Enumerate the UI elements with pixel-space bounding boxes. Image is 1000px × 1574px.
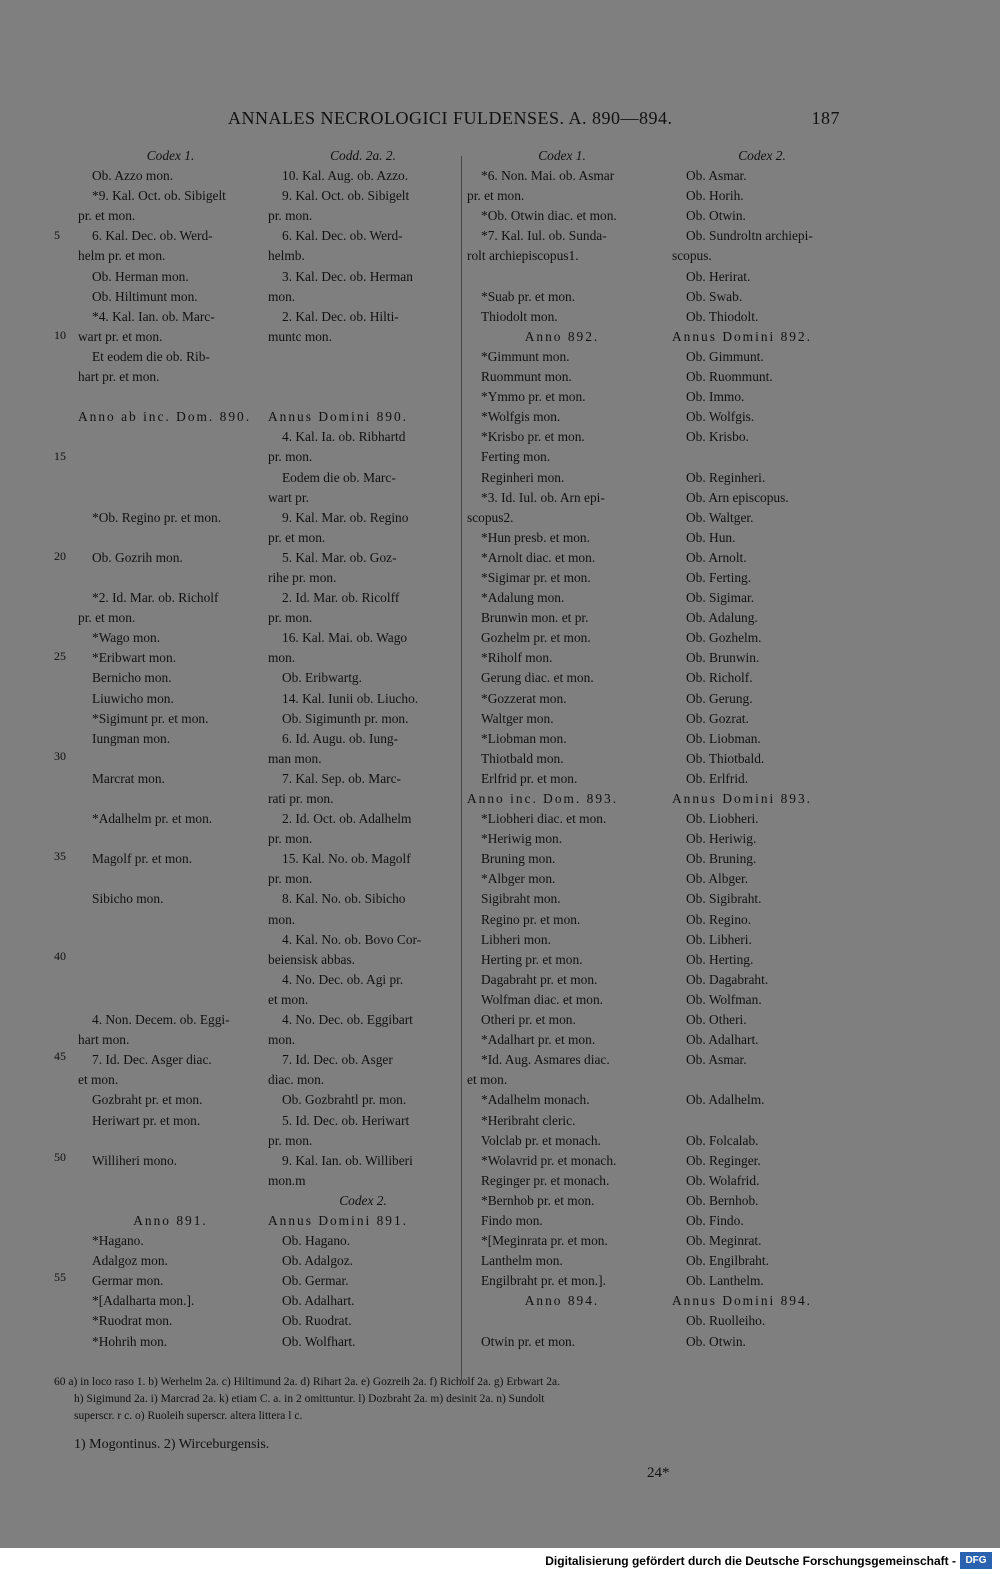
text-line: *Hohrih mon.	[92, 1333, 168, 1349]
text-line	[467, 1311, 657, 1331]
text-line	[78, 789, 263, 809]
footnote-line: h) Sigimund 2a. i) Marcrad 2a. k) etiam C. a. in 2 omittuntur. l) Dozbraht 2a. m) desinit 2a. n) Sundolt	[74, 1393, 545, 1405]
text-line: 7. Id. Dec. ob. Asger	[282, 1052, 393, 1068]
text-line	[78, 869, 263, 889]
page-number: 187	[811, 108, 840, 128]
text-line: Anno ab inc. Dom. 890.	[78, 409, 252, 425]
text-line: Ob. Dagabraht.	[686, 971, 769, 987]
text-line: 9. Kal. Ian. ob. Williberi	[282, 1152, 413, 1168]
text-line: Anno 892.	[524, 328, 600, 344]
text-line: Gerung diac. et mon.	[481, 670, 594, 686]
text-line: Ob. Hun.	[686, 529, 736, 545]
text-line: Regino pr. et mon.	[481, 911, 581, 927]
text-line: Ob. Findo.	[686, 1212, 744, 1228]
text-line: Ob. Herman mon.	[92, 268, 189, 284]
text-line: Ob. Sundroltn archiepi-	[686, 228, 813, 244]
text-line: Ob. Wolfhart.	[282, 1333, 356, 1349]
text-line: Ob. Otwin.	[686, 1333, 746, 1349]
text-line: *Ob. Regino pr. et mon.	[92, 509, 222, 525]
text-line: pr. et mon.	[78, 610, 136, 626]
text-line: Ob. Gozbrahtl pr. mon.	[282, 1092, 407, 1108]
text-line: *Gozzerat mon.	[481, 690, 567, 706]
text-line	[78, 970, 263, 990]
text-line: Liuwicho mon.	[92, 690, 174, 706]
text-line: Bernicho mon.	[92, 670, 172, 686]
text-line: 5. Id. Dec. ob. Heriwart	[282, 1112, 410, 1128]
text-line: *2. Id. Mar. ob. Richolf	[92, 590, 219, 606]
text-line: rihe pr. mon.	[268, 569, 337, 585]
text-line: Ob. Ruolleiho.	[686, 1313, 766, 1329]
footnote-line: 60 a) in loco raso 1. b) Werhelm 2a. c) Hiltimund 2a. d) Rihart 2a. e) Gozreih 2a. f) Richolf 2a. g) Erbwart 2a.	[54, 1376, 560, 1388]
text-line	[672, 1111, 852, 1131]
text-line: 9. Kal. Oct. ob. Sibigelt	[282, 188, 410, 204]
text-line: *[Adalharta mon.].	[92, 1293, 195, 1309]
text-line	[78, 829, 263, 849]
text-line: Erlfrid pr. et mon.	[481, 770, 578, 786]
text-line: Ferting mon.	[481, 449, 551, 465]
text-line: Ob. Sigimar.	[686, 590, 755, 606]
text-line: mon.	[268, 1032, 296, 1048]
text-line: Ob. Lanthelm.	[686, 1273, 764, 1289]
text-line	[78, 447, 263, 467]
text-line: mon.	[268, 288, 296, 304]
printer-signature: 24*	[647, 1465, 670, 1481]
text-line: Ob. Otwin.	[686, 208, 746, 224]
text-line: Dagabraht pr. et mon.	[481, 971, 598, 987]
text-line: man mon.	[268, 750, 322, 766]
text-line: 4. Kal. Ia. ob. Ribhartd	[282, 429, 406, 445]
text-line	[78, 1171, 263, 1191]
funding-notice: Digitalisierung gefördert durch die Deutsche Forschungsgemeinschaft -	[545, 1554, 956, 1568]
column-codex-2-left	[268, 146, 458, 1352]
text-line	[78, 910, 263, 930]
text-line: 3. Kal. Dec. ob. Herman	[282, 268, 413, 284]
text-line: Annus Domini 893.	[672, 791, 813, 806]
text-line: Ob. Richolf.	[686, 670, 753, 686]
text-line: Ob. Gimmunt.	[686, 348, 764, 364]
text-line: 6. Kal. Dec. ob. Werd-	[282, 228, 403, 244]
text-line: pr. et mon.	[78, 208, 136, 224]
text-line	[672, 447, 852, 467]
text-line: *3. Id. Iul. ob. Arn epi-	[481, 489, 605, 505]
text-line: pr. mon.	[268, 871, 313, 887]
text-line: et mon.	[268, 991, 309, 1007]
text-line: Ob. Engilbraht.	[686, 1253, 769, 1269]
text-line: *Id. Aug. Asmares diac.	[481, 1052, 610, 1068]
footnote-line: superscr. r c. o) Ruoleih superscr. altera littera l c.	[74, 1410, 303, 1422]
text-line: 7. Kal. Sep. ob. Marc-	[282, 770, 401, 786]
text-line: Ob. Arn episcopus.	[686, 489, 789, 505]
text-line: Reginger pr. et monach.	[481, 1172, 610, 1188]
column-codex-1-right	[467, 146, 657, 1352]
text-line: pr. mon.	[268, 208, 313, 224]
text-line: 16. Kal. Mai. ob. Wago	[282, 630, 408, 646]
text-line: mon.m	[268, 1172, 306, 1188]
text-line: 4. Non. Decem. ob. Eggi-	[92, 1012, 230, 1028]
text-line: 4. No. Dec. ob. Agi pr.	[282, 971, 404, 987]
text-line: 9. Kal. Mar. ob. Regino	[282, 509, 409, 525]
text-line: Findo mon.	[481, 1212, 543, 1228]
text-line	[78, 468, 263, 488]
text-line: Gozbraht pr. et mon.	[92, 1092, 203, 1108]
text-line: Ob. Thiodolt.	[686, 308, 759, 324]
text-line: pr. mon.	[268, 1132, 313, 1148]
text-line: Ob. Herirat.	[686, 268, 751, 284]
text-line: *Adalhart pr. et mon.	[481, 1032, 596, 1048]
text-line: *7. Kal. Iul. ob. Sunda-	[481, 228, 607, 244]
text-line: *[Meginrata pr. et mon.	[481, 1233, 608, 1249]
text-line: Annus Domini 891.	[268, 1212, 409, 1228]
text-line: mon.	[268, 650, 296, 666]
text-line	[467, 267, 657, 287]
text-line: Ob. Gozrat.	[686, 710, 749, 726]
text-line: Engilbraht pr. et mon.].	[481, 1273, 606, 1289]
text-line: Ob. Bernhob.	[686, 1192, 759, 1208]
text-line: *Adalhelm monach.	[481, 1092, 590, 1108]
line-number: 30	[54, 749, 66, 763]
text-line: Ob. Heriwig.	[686, 831, 757, 847]
line-number: 5	[54, 228, 60, 242]
text-line: hart mon.	[78, 1032, 130, 1048]
text-line: 7. Id. Dec. Asger diac.	[92, 1052, 212, 1068]
text-line	[78, 930, 263, 950]
text-line: Annus Domini 894.	[672, 1293, 813, 1309]
text-line: Ob. Hagano.	[282, 1233, 351, 1249]
text-line: pr. mon.	[268, 449, 313, 465]
text-line: Ob. Swab.	[686, 288, 743, 304]
text-line: Ob. Wolfgis.	[686, 409, 755, 425]
text-line: diac. mon.	[268, 1072, 325, 1088]
text-line: Ob. Adalung.	[686, 610, 758, 626]
text-line: wart pr. et mon.	[78, 328, 163, 344]
text-line: Herting pr. et mon.	[481, 951, 583, 967]
text-line: *Sigimunt pr. et mon.	[92, 710, 209, 726]
running-title: ANNALES NECROLOGICI FULDENSES. A. 890—894.	[228, 108, 673, 128]
text-line: Ob. Brunwin.	[686, 650, 760, 666]
text-line: Codex 1.	[146, 148, 195, 163]
text-line: Ob. Gerung.	[686, 690, 753, 706]
text-line: *4. Kal. Ian. ob. Marc-	[92, 308, 215, 324]
text-line: mon.	[268, 911, 296, 927]
text-line: *Heriwig mon.	[481, 831, 563, 847]
text-line: *Adalung mon.	[481, 590, 565, 606]
line-number: 15	[54, 449, 66, 463]
text-line: Anno 894.	[524, 1293, 600, 1309]
text-line: Ob. Albger.	[686, 871, 749, 887]
line-number: 40	[54, 949, 66, 963]
text-line: *Albger mon.	[481, 871, 556, 887]
text-line: Ob. Arnolt.	[686, 549, 747, 565]
text-line: wart pr.	[268, 489, 309, 505]
text-line: Ob. Liobman.	[686, 730, 761, 746]
text-line: Ob. Wolfman.	[686, 991, 762, 1007]
text-line: 10. Kal. Aug. ob. Azzo.	[282, 168, 409, 184]
text-line: Ob. Adalhelm.	[686, 1092, 765, 1108]
line-number: 25	[54, 649, 66, 663]
text-line: Codex 2.	[339, 1192, 387, 1208]
text-line: *Ruodrat mon.	[92, 1313, 173, 1329]
text-line	[78, 990, 263, 1010]
notes: 1) Mogontinus. 2) Wirceburgensis.	[74, 1437, 270, 1452]
text-line: *Eribwart mon.	[92, 650, 177, 666]
text-line	[268, 367, 458, 387]
text-line: 2. Kal. Dec. ob. Hilti-	[282, 308, 399, 324]
text-line	[672, 1070, 852, 1090]
text-line: 15. Kal. No. ob. Magolf	[282, 851, 411, 867]
text-line: Ob. Asmar.	[686, 168, 747, 184]
text-line: pr. mon.	[268, 610, 313, 626]
text-line: 2. Id. Mar. ob. Ricolff	[282, 590, 400, 606]
text-line: *Adalhelm pr. et mon.	[92, 811, 213, 827]
text-line: Ob. Adalhart.	[282, 1293, 355, 1309]
text-line: Ob. Azzo mon.	[92, 168, 174, 184]
text-line: Ob. Gozhelm.	[686, 630, 762, 646]
text-line: Ob. Wolafrid.	[686, 1172, 760, 1188]
text-line	[78, 528, 263, 548]
text-line: *Suab pr. et mon.	[481, 288, 576, 304]
text-line: Sibicho mon.	[92, 891, 164, 907]
text-line: Et eodem die ob. Rib-	[92, 348, 210, 364]
text-line: Iungman mon.	[92, 730, 171, 746]
footer-bar	[0, 1548, 1000, 1574]
text-line: Volclab pr. et monach.	[481, 1132, 601, 1148]
text-line: 14. Kal. Iunii ob. Liucho.	[282, 690, 419, 706]
text-line: muntc mon.	[268, 328, 332, 344]
text-line: Brunwin mon. et pr.	[481, 610, 589, 626]
text-line: pr. et mon.	[467, 188, 525, 204]
text-line: rati pr. mon.	[268, 791, 334, 806]
text-line: rolt archiepiscopus1.	[467, 248, 579, 264]
text-line: Williheri mono.	[92, 1152, 177, 1168]
text-line: beiensisk abbas.	[268, 951, 356, 967]
text-line	[78, 950, 263, 970]
text-line: 2. Id. Oct. ob. Adalhelm	[282, 811, 412, 827]
text-line: Adalgoz mon.	[92, 1253, 168, 1269]
text-line: Ob. Eribwartg.	[282, 670, 362, 686]
text-line: Ob. Thiotbald.	[686, 750, 765, 766]
line-number: 55	[54, 1270, 66, 1284]
text-line: Thiodolt mon.	[481, 308, 558, 324]
column-divider	[461, 156, 462, 1381]
text-line: Ob. Ruommunt.	[686, 369, 773, 385]
text-line: *Arnolt diac. et mon.	[481, 549, 596, 565]
text-line: helm pr. et mon.	[78, 248, 166, 264]
text-line: Ob. Horih.	[686, 188, 744, 204]
text-line: *Sigimar pr. et mon.	[481, 569, 591, 585]
text-line: Ob. Regino.	[686, 911, 752, 927]
line-number: 10	[54, 328, 66, 342]
text-line: Ob. Waltger.	[686, 509, 754, 525]
text-line: Ob. Gozrih mon.	[92, 549, 183, 565]
text-line: Ob. Krisbo.	[686, 429, 749, 445]
text-line: Germar mon.	[92, 1273, 164, 1289]
text-line: Annus Domini 890.	[268, 409, 409, 425]
text-line: et mon.	[467, 1072, 508, 1088]
text-line	[78, 749, 263, 769]
text-line: Ob. Sigimunth pr. mon.	[282, 710, 409, 726]
dfg-logo: DFG	[960, 1552, 992, 1569]
text-line: Eodem die ob. Marc-	[282, 469, 396, 485]
line-number: 45	[54, 1049, 66, 1063]
text-line: Wolfman diac. et mon.	[481, 991, 604, 1007]
text-line: *Ymmo pr. et mon.	[481, 389, 586, 405]
text-line: Bruning mon.	[481, 851, 556, 867]
text-line: Ob. Liobheri.	[686, 811, 759, 827]
text-line: Otwin pr. et mon.	[481, 1333, 576, 1349]
text-line: Ob. Hiltimunt mon.	[92, 288, 198, 304]
text-line	[78, 387, 263, 407]
text-line: *Liobman mon.	[481, 730, 567, 746]
text-line: *Krisbo pr. et mon.	[481, 429, 585, 445]
text-line: et mon.	[78, 1072, 119, 1088]
text-line: Otheri pr. et mon.	[481, 1012, 576, 1028]
line-number: 50	[54, 1150, 66, 1164]
text-line: scopus.	[672, 248, 712, 264]
text-line: *Wago mon.	[92, 630, 161, 646]
text-line: Ob. Sigibraht.	[686, 891, 762, 907]
text-line: Reginheri mon.	[481, 469, 565, 485]
text-line: Ob. Herting.	[686, 951, 754, 967]
line-number: 35	[54, 849, 66, 863]
text-line: *Ob. Otwin diac. et mon.	[481, 208, 617, 224]
column-codex-1-left	[78, 146, 263, 1352]
text-line: 8. Kal. No. ob. Sibicho	[282, 891, 406, 907]
text-line: Sigibraht mon.	[481, 891, 561, 907]
text-line: *Wolfgis mon.	[481, 409, 561, 425]
text-line: Anno 891.	[133, 1212, 208, 1228]
text-line: Waltger mon.	[481, 710, 554, 726]
text-line: Ob. Immo.	[686, 389, 745, 405]
text-line: *Liobheri diac. et mon.	[481, 811, 607, 827]
text-line: pr. mon.	[268, 831, 313, 847]
text-line: Gozhelm pr. et mon.	[481, 630, 591, 646]
text-line	[78, 427, 263, 447]
text-line: Heriwart pr. et mon.	[92, 1112, 201, 1128]
text-line: *Wolavrid pr. et monach.	[481, 1152, 617, 1168]
text-line: Codex 2.	[738, 148, 786, 163]
text-line: *6. Non. Mai. ob. Asmar	[481, 168, 615, 184]
text-line: Ob. Folcalab.	[686, 1132, 759, 1148]
text-line: Thiotbald mon.	[481, 750, 564, 766]
text-line: Ob. Ruodrat.	[282, 1313, 352, 1329]
text-line: Ob. Reginger.	[686, 1152, 761, 1168]
text-line: Lanthelm mon.	[481, 1253, 563, 1269]
text-line: pr. et mon.	[268, 529, 326, 545]
text-line: 5. Kal. Mar. ob. Goz-	[282, 549, 397, 565]
line-number: 20	[54, 549, 66, 563]
text-line	[78, 1131, 263, 1151]
text-line: *Hun presb. et mon.	[481, 529, 590, 545]
text-line: Codd. 2a. 2.	[330, 148, 396, 163]
text-line: Magolf pr. et mon.	[92, 851, 193, 867]
text-line: Codex 1.	[538, 148, 586, 163]
text-line: Ruommunt mon.	[481, 369, 572, 385]
text-line: Ob. Reginheri.	[686, 469, 766, 485]
text-line: Ob. Adalhart.	[686, 1032, 759, 1048]
text-line: *Bernhob pr. et mon.	[481, 1192, 595, 1208]
text-line: Annus Domini 892.	[672, 328, 813, 344]
text-line: *Heribraht cleric.	[481, 1112, 576, 1128]
text-line: Anno inc. Dom. 893.	[467, 791, 619, 806]
text-line: 4. No. Dec. ob. Eggibart	[282, 1012, 413, 1028]
text-line: 6. Kal. Dec. ob. Werd-	[92, 228, 213, 244]
text-line	[268, 387, 458, 407]
text-line	[78, 568, 263, 588]
text-line	[268, 347, 458, 367]
text-line: Ob. Erlfrid.	[686, 770, 749, 786]
text-line: Ob. Germar.	[282, 1273, 349, 1289]
text-line: hart pr. et mon.	[78, 369, 160, 385]
text-line: *9. Kal. Oct. ob. Sibigelt	[92, 188, 226, 204]
text-line: Ob. Adalgoz.	[282, 1253, 354, 1269]
text-line: Libheri mon.	[481, 931, 551, 947]
text-line: *Gimmunt mon.	[481, 348, 570, 364]
text-line: scopus2.	[467, 509, 514, 525]
text-line: Ob. Asmar.	[686, 1052, 747, 1068]
text-line: Ob. Libheri.	[686, 931, 752, 947]
text-line: *Riholf mon.	[481, 650, 553, 666]
text-line: *Hagano.	[92, 1233, 144, 1249]
text-line: Ob. Ferting.	[686, 569, 752, 585]
text-line: Marcrat mon.	[92, 770, 165, 786]
text-line: Ob. Bruning.	[686, 851, 757, 867]
text-line: helmb.	[268, 248, 305, 264]
text-line: 6. Id. Augu. ob. Iung-	[282, 730, 399, 746]
text-line: Ob. Meginrat.	[686, 1233, 762, 1249]
text-line: 4. Kal. No. ob. Bovo Cor-	[282, 931, 422, 947]
text-line: Ob. Otheri.	[686, 1012, 747, 1028]
column-codex-2-right	[672, 146, 852, 1352]
text-line	[78, 1191, 263, 1211]
text-line	[78, 488, 263, 508]
